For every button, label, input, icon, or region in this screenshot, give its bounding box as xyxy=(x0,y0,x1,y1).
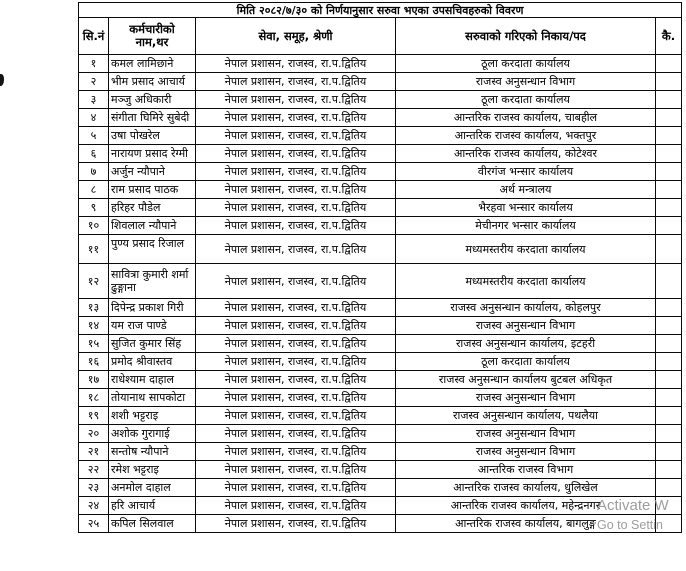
table-row xyxy=(79,479,682,497)
cell-name: राधेश्याम दाहाल xyxy=(109,371,196,389)
cell-name: यम राज पाण्डे xyxy=(109,317,196,335)
cell-serial: ७ xyxy=(79,163,109,181)
col-header-serial: सि.नं xyxy=(79,18,109,55)
cell-name: संगीता घिमिरे सुबेदी xyxy=(109,109,196,127)
cell-remarks xyxy=(656,235,682,264)
cell-office: मध्यमस्तरीय करदाता कार्यालय xyxy=(396,235,656,264)
cell-name: प्रमोद श्रीवास्तव xyxy=(109,353,196,371)
cell-serial: ४ xyxy=(79,109,109,127)
cell-office: वीरगंज भन्सार कार्यालय xyxy=(396,163,656,181)
table-row xyxy=(79,461,682,479)
cell-office: मेचीनगर भन्सार कार्यालय xyxy=(396,217,656,235)
table-row xyxy=(79,407,682,425)
cell-name: अर्जुन न्यौपाने xyxy=(109,163,196,181)
cell-name: तोयानाथ सापकोटा xyxy=(109,389,196,407)
cell-service: नेपाल प्रशासन, राजस्व, रा.प.द्वितिय xyxy=(196,425,396,443)
cell-remarks xyxy=(656,199,682,217)
table-row xyxy=(79,217,682,235)
table-row xyxy=(79,145,682,163)
cell-remarks xyxy=(656,264,682,299)
cell-name: कपिल सिलवाल xyxy=(109,515,196,533)
cell-service: नेपाल प्रशासन, राजस्व, रा.प.द्वितिय xyxy=(196,479,396,497)
cell-remarks xyxy=(656,217,682,235)
table-row xyxy=(79,235,682,264)
cell-office: राजस्व अनुसन्धान विभाग xyxy=(396,317,656,335)
table-row xyxy=(79,181,682,199)
cell-service: नेपाल प्रशासन, राजस्व, रा.प.द्वितिय xyxy=(196,73,396,91)
cell-remarks xyxy=(656,299,682,317)
col-header-service: सेवा, समूह, श्रेणी xyxy=(196,18,396,55)
cell-serial: ११ xyxy=(79,235,109,264)
cell-name: पुण्य प्रसाद रिजाल xyxy=(109,235,196,264)
cell-office: भैरहवा भन्सार कार्यालय xyxy=(396,199,656,217)
cell-service: नेपाल प्रशासन, राजस्व, रा.प.द्वितिय xyxy=(196,163,396,181)
cell-service: नेपाल प्रशासन, राजस्व, रा.प.द्वितिय xyxy=(196,55,396,73)
table-row xyxy=(79,425,682,443)
table-row xyxy=(79,497,682,515)
col-header-remarks: कै. xyxy=(656,18,682,55)
cell-serial: १४ xyxy=(79,317,109,335)
cell-name: हरिहर पौडेल xyxy=(109,199,196,217)
cell-serial: ९ xyxy=(79,199,109,217)
cell-serial: ३ xyxy=(79,91,109,109)
cell-serial: १६ xyxy=(79,353,109,371)
cell-serial: १२ xyxy=(79,264,109,299)
cell-service: नेपाल प्रशासन, राजस्व, रा.प.द्वितिय xyxy=(196,235,396,264)
cell-serial: ६ xyxy=(79,145,109,163)
table-row xyxy=(79,55,682,73)
col-header-office: सरुवाको गरिएको निकाय/पद xyxy=(396,18,656,55)
cell-service: नेपाल प्रशासन, राजस्व, रा.प.द्वितिय xyxy=(196,335,396,353)
cell-remarks xyxy=(656,425,682,443)
cell-name: नारायण प्रसाद रेग्मी xyxy=(109,145,196,163)
cell-name: कमल लामिछाने xyxy=(109,55,196,73)
cell-remarks xyxy=(656,443,682,461)
table-row xyxy=(79,353,682,371)
windows-activate-watermark-line2: Go to Settin xyxy=(597,518,664,532)
cell-service: नेपाल प्रशासन, राजस्व, रा.प.द्वितिय xyxy=(196,443,396,461)
cell-remarks xyxy=(656,127,682,145)
cell-office: राजस्व अनुसन्धान विभाग xyxy=(396,73,656,91)
cell-remarks xyxy=(656,73,682,91)
cell-name: भीम प्रसाद आचार्य xyxy=(109,73,196,91)
cell-office: आन्तरिक राजस्व कार्यालय, धुलिखेल xyxy=(396,479,656,497)
cell-name: शिवलाल न्यौपाने xyxy=(109,217,196,235)
cell-remarks xyxy=(656,145,682,163)
cell-service: नेपाल प्रशासन, राजस्व, रा.प.द्वितिय xyxy=(196,145,396,163)
cell-name: दिपेन्द्र प्रकाश गिरी xyxy=(109,299,196,317)
cell-remarks xyxy=(656,181,682,199)
cell-service: नेपाल प्रशासन, राजस्व, रा.प.द्वितिय xyxy=(196,109,396,127)
cell-office: ठूला करदाता कार्यालय xyxy=(396,91,656,109)
cell-service: नेपाल प्रशासन, राजस्व, रा.प.द्वितिय xyxy=(196,371,396,389)
title-row xyxy=(79,3,682,18)
cell-name: हरि आचार्य xyxy=(109,497,196,515)
col-header-name-line1: कर्मचारीको xyxy=(129,22,175,36)
table-row xyxy=(79,109,682,127)
cell-service: नेपाल प्रशासन, राजस्व, रा.प.द्वितिय xyxy=(196,317,396,335)
cell-office: अर्थ मन्त्रालय xyxy=(396,181,656,199)
table-row xyxy=(79,335,682,353)
cell-office: आन्तरिक राजस्व विभाग xyxy=(396,461,656,479)
cell-remarks xyxy=(656,109,682,127)
document-title: मिति २०८२/७/३० को निर्णयानुसार सरुवा भएका उपसचिवहरुको विवरण xyxy=(79,3,682,18)
cell-office: राजस्व अनुसन्धान कार्यालय, कोहलपुर xyxy=(396,299,656,317)
cell-service: नेपाल प्रशासन, राजस्व, रा.प.द्वितिय xyxy=(196,127,396,145)
cell-serial: २३ xyxy=(79,479,109,497)
cell-remarks xyxy=(656,461,682,479)
cell-office: राजस्व अनुसन्धान विभाग xyxy=(396,389,656,407)
cell-name: रमेश भट्टराइ xyxy=(109,461,196,479)
cell-serial: १० xyxy=(79,217,109,235)
table-row xyxy=(79,127,682,145)
scan-edge-artifact xyxy=(0,74,4,86)
cell-service: नेपाल प्रशासन, राजस्व, रा.प.द्वितिय xyxy=(196,91,396,109)
cell-service: नेपाल प्रशासन, राजस्व, रा.प.द्वितिय xyxy=(196,181,396,199)
cell-name: शशी भट्टराइ xyxy=(109,407,196,425)
cell-serial: २१ xyxy=(79,443,109,461)
table-row xyxy=(79,163,682,181)
cell-service: नेपाल प्रशासन, राजस्व, रा.प.द्वितिय xyxy=(196,264,396,299)
cell-remarks xyxy=(656,407,682,425)
table-row xyxy=(79,371,682,389)
cell-service: नेपाल प्रशासन, राजस्व, रा.प.द्वितिय xyxy=(196,515,396,533)
transfer-list-table xyxy=(78,2,682,533)
cell-office: आन्तरिक राजस्व कार्यालय, बागलुङ्ग xyxy=(396,515,656,533)
cell-service: नेपाल प्रशासन, राजस्व, रा.प.द्वितिय xyxy=(196,389,396,407)
cell-remarks xyxy=(656,91,682,109)
cell-name: मञ्जु अधिकारी xyxy=(109,91,196,109)
header-row xyxy=(79,18,682,55)
cell-serial: ५ xyxy=(79,127,109,145)
cell-office: आन्तरिक राजस्व कार्यालय, भक्तपुर xyxy=(396,127,656,145)
cell-service: नेपाल प्रशासन, राजस्व, रा.प.द्वितिय xyxy=(196,217,396,235)
table-row xyxy=(79,73,682,91)
cell-remarks xyxy=(656,389,682,407)
cell-remarks xyxy=(656,335,682,353)
cell-remarks xyxy=(656,163,682,181)
cell-service: नेपाल प्रशासन, राजस्व, रा.प.द्वितिय xyxy=(196,461,396,479)
cell-name: अशोक गुरागाई xyxy=(109,425,196,443)
table-row xyxy=(79,199,682,217)
table-row xyxy=(79,389,682,407)
cell-serial: ८ xyxy=(79,181,109,199)
col-header-name-line2: नाम,थर xyxy=(135,35,169,49)
cell-serial: १३ xyxy=(79,299,109,317)
table-row xyxy=(79,515,682,533)
cell-remarks xyxy=(656,317,682,335)
cell-office: मध्यमस्तरीय करदाता कार्यालय xyxy=(396,264,656,299)
cell-name: सुजित कुमार सिंह xyxy=(109,335,196,353)
cell-office: राजस्व अनुसन्धान कार्यालय, इटहरी xyxy=(396,335,656,353)
cell-office: आन्तरिक राजस्व कार्यालय, महेन्द्रनगर xyxy=(396,497,656,515)
cell-remarks xyxy=(656,353,682,371)
cell-name: अनमोल दाहाल xyxy=(109,479,196,497)
cell-office: राजस्व अनुसन्धान विभाग xyxy=(396,425,656,443)
cell-serial: २२ xyxy=(79,461,109,479)
cell-serial: १७ xyxy=(79,371,109,389)
cell-serial: १८ xyxy=(79,389,109,407)
cell-office: ठूला करदाता कार्यालय xyxy=(396,55,656,73)
cell-serial: १९ xyxy=(79,407,109,425)
cell-office: राजस्व अनुसन्धान कार्यालय बुटबल अधिकृत xyxy=(396,371,656,389)
cell-serial: १५ xyxy=(79,335,109,353)
cell-service: नेपाल प्रशासन, राजस्व, रा.प.द्वितिय xyxy=(196,353,396,371)
cell-office: राजस्व अनुसन्धान कार्यालय, पथलैया xyxy=(396,407,656,425)
cell-office: आन्तरिक राजस्व कार्यालय, कोटेश्वर xyxy=(396,145,656,163)
cell-remarks xyxy=(656,479,682,497)
cell-name: सन्तोष न्यौपाने xyxy=(109,443,196,461)
windows-activate-watermark-line1: Activate W xyxy=(597,497,669,514)
cell-office: ठूला करदाता कार्यालय xyxy=(396,353,656,371)
cell-name: राम प्रसाद पाठक xyxy=(109,181,196,199)
table-row xyxy=(79,91,682,109)
table-row xyxy=(79,299,682,317)
cell-serial: २४ xyxy=(79,497,109,515)
cell-name: सावित्रा कुमारी शर्मा ढुङ्गाना xyxy=(109,264,196,299)
table-row xyxy=(79,264,682,299)
cell-service: नेपाल प्रशासन, राजस्व, रा.प.द्वितिय xyxy=(196,407,396,425)
table-row xyxy=(79,443,682,461)
cell-office: आन्तरिक राजस्व कार्यालय, चाबहील xyxy=(396,109,656,127)
cell-remarks xyxy=(656,371,682,389)
cell-remarks xyxy=(656,55,682,73)
cell-office: राजस्व अनुसन्धान विभाग xyxy=(396,443,656,461)
cell-service: नेपाल प्रशासन, राजस्व, रा.प.द्वितिय xyxy=(196,299,396,317)
cell-service: नेपाल प्रशासन, राजस्व, रा.प.द्वितिय xyxy=(196,497,396,515)
cell-serial: २ xyxy=(79,73,109,91)
col-header-name xyxy=(109,18,196,55)
cell-service: नेपाल प्रशासन, राजस्व, रा.प.द्वितिय xyxy=(196,199,396,217)
cell-serial: १ xyxy=(79,55,109,73)
cell-name: उषा पोखरेल xyxy=(109,127,196,145)
cell-serial: २५ xyxy=(79,515,109,533)
cell-serial: २० xyxy=(79,425,109,443)
table-row xyxy=(79,317,682,335)
